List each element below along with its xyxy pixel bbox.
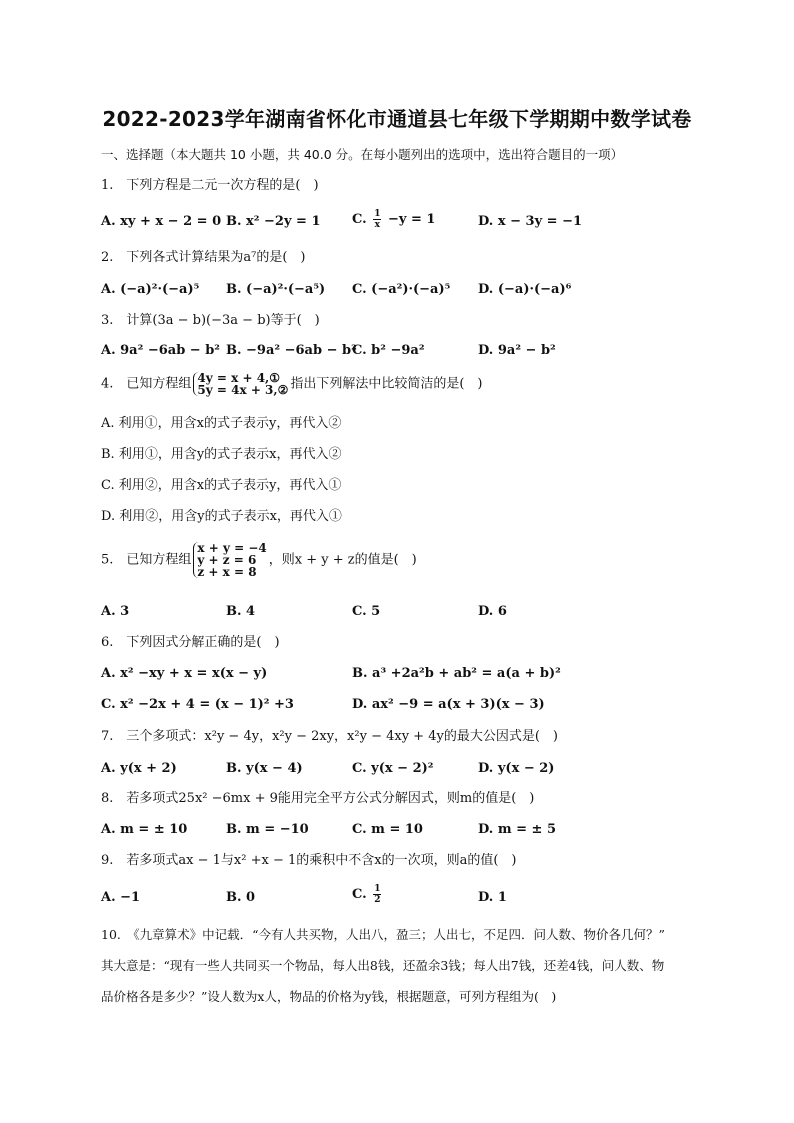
question-5-option-a: A. 3: [101, 604, 130, 619]
question-1-stem: 1. 下列方程是二元一次方程的是( ): [101, 178, 319, 193]
equation-system: x + y = −4 y + z = 6 z + x = 8: [193, 542, 266, 578]
question-4-stem: 4. 已知方程组 4y = x + 4,① 5y = 4x + 3,② 指出下列解法中比较简洁的是( ): [101, 371, 483, 397]
question-4-option-a: A. 利用①，用含x的式子表示y，再代入②: [101, 416, 342, 431]
question-4-option-c: C. 利用②，用含x的式子表示y，再代入①: [101, 478, 342, 493]
question-8-option-d: D. m = ± 5: [478, 822, 557, 837]
question-9-option-b: B. 0: [226, 890, 256, 905]
fraction: $\frac{1}{2}$: [374, 884, 381, 905]
question-10-line-2: 其大意是：“现有一些人共同买一个物品，每人出8钱，还盈余3钱；每人出7钱，还差4钱，问人数、物: [101, 958, 665, 973]
question-2-option-a: A. (−a)²·(−a)⁵: [101, 282, 200, 297]
question-7-option-a: A. y(x + 2): [101, 761, 177, 776]
question-2-stem: 2. 下列各式计算结果为a⁷的是( ): [101, 250, 306, 265]
question-1-option-a: A. xy + x − 2 = 0: [101, 214, 222, 229]
question-2-option-b: B. (−a)²·(−a⁵): [226, 282, 326, 297]
question-8-option-c: C. m = 10: [352, 822, 423, 837]
question-9-option-a: A. −1: [101, 890, 141, 905]
fraction: $\frac{1}{x}$: [374, 209, 381, 230]
question-9-option-c: C. $\frac{1}{2}$: [352, 884, 381, 905]
question-4-option-d: D. 利用②，用含y的式子表示x，再代入①: [101, 509, 342, 524]
question-5-stem: 5. 已知方程组 x + y = −4 y + z = 6 z + x = 8 ，则x + y + z的值是( ): [101, 541, 417, 579]
question-8-option-a: A. m = ± 10: [101, 822, 188, 837]
equation-system: 4y = x + 4,① 5y = 4x + 3,②: [193, 372, 288, 396]
question-1-option-c: C. $\frac{1}{x}$ −y = 1: [352, 209, 436, 230]
question-9-option-d: D. 1: [478, 890, 507, 905]
question-3-option-a: A. 9a² −6ab − b²: [101, 343, 221, 358]
question-3-option-b: B. −9a² −6ab − b²: [226, 343, 357, 358]
question-6-stem: 6. 下列因式分解正确的是( ): [101, 635, 280, 650]
question-2-option-d: D. (−a)·(−a)⁶: [478, 282, 572, 297]
question-1-option-d: D. x − 3y = −1: [478, 214, 583, 229]
question-3-option-c: C. b² −9a²: [352, 343, 425, 358]
question-9-stem: 9. 若多项式ax − 1与x² +x − 1的乘积中不含x的一次项，则a的值( ): [101, 853, 517, 868]
question-10-line-3: 品价格各是多少？”设人数为x人，物品的价格为y钱，根据题意，可列方程组为( ): [101, 989, 557, 1004]
question-5-option-c: C. 5: [352, 604, 381, 619]
question-5-option-b: B. 4: [226, 604, 256, 619]
section-header: 一、选择题（本大题共 10 小题，共 40.0 分。在每小题列出的选项中，选出符合题目的一项）: [101, 147, 624, 162]
question-6-option-d: D. ax² −9 = a(x + 3)(x − 3): [352, 697, 545, 712]
question-7-stem: 7. 三个多项式：x²y − 4y，x²y − 2xy，x²y − 4xy + 4y的最大公因式是( ): [101, 729, 558, 744]
page-title: 2022-2023学年湖南省怀化市通道县七年级下学期期中数学试卷: [102, 107, 692, 131]
question-8-option-b: B. m = −10: [226, 822, 309, 837]
question-6-option-a: A. x² −xy + x = x(x − y): [101, 666, 268, 681]
question-7-option-d: D. y(x − 2): [478, 761, 555, 776]
question-2-option-c: C. (−a²)·(−a)⁵: [352, 282, 451, 297]
question-7-option-c: C. y(x − 2)²: [352, 761, 434, 776]
question-8-stem: 8. 若多项式25x² −6mx + 9能用完全平方公式分解因式，则m的值是( ): [101, 791, 535, 806]
question-3-stem: 3. 计算(3a − b)(−3a − b)等于( ): [101, 313, 320, 328]
question-10-line-1: 10. 《九章算术》中记载．“今有人共买物，人出八，盈三；人出七，不足四．问人数、物价各几何？”: [101, 927, 665, 942]
question-4-option-b: B. 利用①，用含y的式子表示x，再代入②: [101, 447, 342, 462]
question-5-option-d: D. 6: [478, 604, 507, 619]
question-3-option-d: D. 9a² − b²: [478, 343, 556, 358]
question-6-option-c: C. x² −2x + 4 = (x − 1)² +3: [101, 697, 294, 712]
question-6-option-b: B. a³ +2a²b + ab² = a(a + b)²: [352, 666, 561, 681]
question-1-option-b: B. x² −2y = 1: [226, 214, 321, 229]
question-7-option-b: B. y(x − 4): [226, 761, 303, 776]
